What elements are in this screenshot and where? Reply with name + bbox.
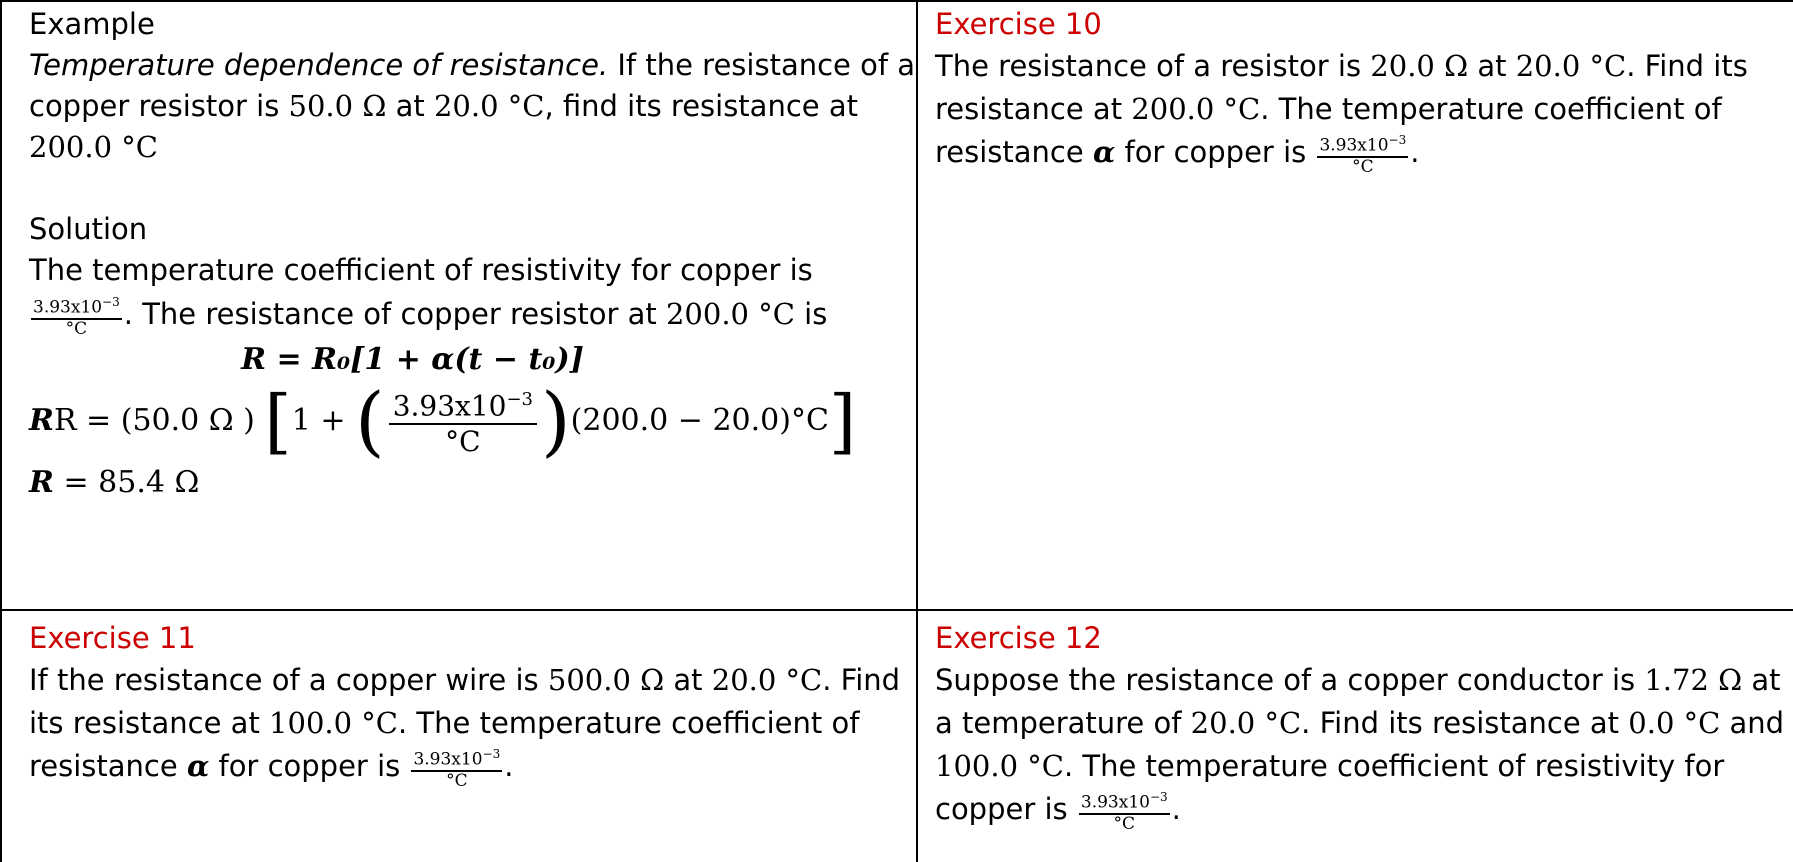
solution-heading: Solution — [29, 212, 148, 246]
exercise-12-cell — [919, 610, 1793, 862]
exercise-10-text: The resistance of a resistor is 20.0 Ω at 20.0 °C. Find its resistance at 200.0 °C. The temperature coefficient of resistance α for copper is $\frac{3.93x10^{-3}}{^\circ C}$ . — [935, 49, 1748, 177]
exercise-12-text: Suppose the resistance of a copper conductor is 1.72 Ω at a temperature of 20.0 °C. Find its resistance at 0.0 °C and 100.0 °C. The temperature coefficient of resistivity for copper is $\frac{3.93x10^{-3}}{^\circ C}$ . — [935, 663, 1785, 834]
equation-fraction: $\frac{3.93x10^{-3}}{^\circ C}$ — [389, 383, 537, 459]
result-line: R = 85.4 Ω — [29, 464, 200, 500]
formula-line: R = R₀[1 + α(t − t₀)] — [241, 341, 584, 377]
exercise-10-cell — [919, 4, 1793, 610]
solution-line-2: $\frac{3.93x10^{-3}}{^\circ C}$ . The resistance of copper resistor at 200.0 °C is — [33, 295, 828, 339]
table-border-left — [0, 0, 2, 862]
exercise-11-fraction: $\frac{3.93x10^{-3}}{^\circ C}$ — [413, 747, 501, 791]
coefficient-fraction: $\frac{3.93x10^{-3}}{^\circ C}$ — [33, 295, 120, 339]
example-question: Temperature dependence of resistance. If the resistance of a copper resistor is 50.0 Ω at 20.0 °C, find its resistance at 200.0 °C — [29, 48, 916, 164]
exercise-12-fraction: $\frac{3.93x10^{-3}}{^\circ C}$ — [1080, 790, 1168, 834]
exercise-12-heading: Exercise 12 — [935, 621, 1102, 655]
example-heading: Example — [29, 7, 155, 41]
exercise-11-heading: Exercise 11 — [29, 621, 196, 655]
exercise-11-text: If the resistance of a copper wire is 500.0 Ω at 20.0 °C. Find its resistance at 100.0 °C. The temperature coefficient of resistance α for copper is $\frac{3.93x10^{-3}}{^\circ C}$ . — [29, 663, 901, 791]
solution-line-1: The temperature coefficient of resistivity for copper is — [29, 253, 813, 287]
table-divider-vertical — [916, 0, 918, 862]
table-border-top — [0, 0, 1793, 2]
exercise-10-heading: Exercise 10 — [935, 7, 1102, 41]
example-title: Temperature dependence of resistance. — [29, 48, 609, 82]
substitution-equation: R R = (50.0 Ω ) [ 1 + ( $\frac{3.93x10^{-3}}{^\circ C}$ ) (200.0 − 20.0)°C ] — [29, 375, 857, 465]
exercise-10-fraction: $\frac{3.93x10^{-3}}{^\circ C}$ — [1319, 133, 1407, 177]
exercise-11-cell — [4, 610, 916, 862]
example-cell — [4, 4, 916, 610]
